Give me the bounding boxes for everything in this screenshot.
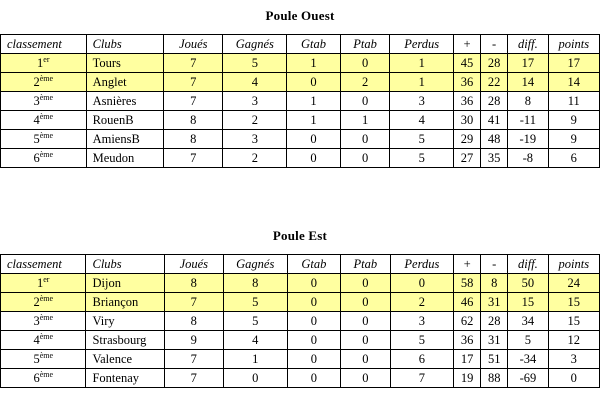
cell-gagnes: 4 — [223, 331, 287, 350]
poule-ouest-title: Poule Ouest — [265, 8, 335, 23]
table-row — [1, 92, 600, 111]
cell-gtab: 0 — [287, 350, 340, 369]
cell-ptab: 0 — [340, 149, 390, 168]
cell-ptab: 0 — [341, 312, 391, 331]
cell-joues: 7 — [164, 350, 223, 369]
poule-ouest-body — [1, 54, 600, 168]
column-header-clubs: Clubs — [86, 35, 164, 54]
cell-ptab: 0 — [341, 293, 391, 312]
cell-club: Viry — [86, 312, 164, 331]
cell-minus: 48 — [481, 130, 508, 149]
cell-diff: -11 — [508, 111, 548, 130]
cell-points: 9 — [548, 130, 599, 149]
table-header — [1, 255, 600, 274]
column-header-ptab: Ptab — [340, 35, 390, 54]
cell-ptab: 0 — [341, 369, 391, 388]
poule-est-table — [0, 254, 600, 388]
cell-club: RouenB — [86, 111, 164, 130]
cell-points: 15 — [548, 312, 599, 331]
cell-plus: 36 — [454, 331, 481, 350]
cell-diff: -19 — [508, 130, 548, 149]
cell-plus: 45 — [453, 54, 480, 73]
cell-club: Dijon — [86, 274, 164, 293]
cell-points: 9 — [548, 111, 599, 130]
cell-gtab: 1 — [287, 54, 340, 73]
cell-perdus: 1 — [390, 54, 453, 73]
column-header-perdus: Perdus — [390, 35, 453, 54]
cell-points: 15 — [548, 293, 599, 312]
poule-est-section — [0, 228, 600, 388]
column-header-diff: diff. — [508, 35, 548, 54]
cell-diff: 8 — [508, 92, 548, 111]
cell-minus: 35 — [481, 149, 508, 168]
cell-diff: -8 — [508, 149, 548, 168]
cell-classement: 6ème — [1, 149, 87, 168]
column-header-classement: classement — [1, 255, 86, 274]
cell-joues: 8 — [164, 274, 223, 293]
cell-ptab: 0 — [341, 274, 391, 293]
cell-club: Anglet — [86, 73, 164, 92]
table-row — [1, 73, 600, 92]
poule-est-title: Poule Est — [272, 228, 328, 243]
cell-minus: 22 — [481, 73, 508, 92]
table-row — [1, 130, 600, 149]
cell-joues: 7 — [164, 293, 223, 312]
cell-plus: 29 — [453, 130, 480, 149]
cell-gtab: 1 — [287, 111, 340, 130]
cell-minus: 51 — [481, 350, 508, 369]
cell-classement: 6ème — [1, 369, 86, 388]
cell-club: Tours — [86, 54, 164, 73]
cell-gagnes: 1 — [223, 350, 287, 369]
cell-ptab: 1 — [340, 111, 390, 130]
cell-joues: 7 — [164, 92, 223, 111]
cell-ptab: 0 — [340, 130, 390, 149]
cell-classement: 4ème — [1, 111, 87, 130]
column-header-perdus: Perdus — [390, 255, 453, 274]
cell-plus: 27 — [453, 149, 480, 168]
column-header-diff: diff. — [508, 255, 548, 274]
cell-gtab: 0 — [287, 73, 340, 92]
cell-minus: 28 — [481, 54, 508, 73]
column-header-joues: Joués — [164, 255, 223, 274]
cell-gtab: 0 — [287, 331, 340, 350]
table-row — [1, 312, 600, 331]
cell-points: 0 — [548, 369, 599, 388]
cell-minus: 28 — [481, 312, 508, 331]
cell-plus: 17 — [454, 350, 481, 369]
cell-gtab: 1 — [287, 92, 340, 111]
cell-perdus: 3 — [390, 92, 453, 111]
cell-club: Valence — [86, 350, 164, 369]
cell-plus: 46 — [454, 293, 481, 312]
column-header-points: points — [548, 255, 599, 274]
cell-gagnes: 2 — [223, 149, 287, 168]
cell-perdus: 1 — [390, 73, 453, 92]
cell-gagnes: 5 — [223, 293, 287, 312]
cell-plus: 58 — [454, 274, 481, 293]
cell-classement: 3ème — [1, 312, 86, 331]
cell-perdus: 7 — [390, 369, 453, 388]
cell-gagnes: 3 — [223, 130, 287, 149]
column-header-gtab: Gtab — [287, 35, 340, 54]
column-header-gagnes: Gagnés — [223, 35, 287, 54]
cell-classement: 5ème — [1, 130, 87, 149]
cell-classement: 2ème — [1, 73, 87, 92]
cell-gtab: 0 — [287, 369, 340, 388]
cell-gagnes: 5 — [223, 54, 287, 73]
cell-classement: 4ème — [1, 331, 86, 350]
cell-gagnes: 4 — [223, 73, 287, 92]
cell-club: Briançon — [86, 293, 164, 312]
cell-points: 3 — [548, 350, 599, 369]
cell-diff: 50 — [508, 274, 548, 293]
cell-ptab: 0 — [341, 350, 391, 369]
cell-points: 6 — [548, 149, 599, 168]
cell-club: Meudon — [86, 149, 164, 168]
cell-classement: 5ème — [1, 350, 86, 369]
cell-joues: 9 — [164, 331, 223, 350]
table-row — [1, 369, 600, 388]
header-row — [1, 255, 600, 274]
cell-gagnes: 3 — [223, 92, 287, 111]
cell-points: 12 — [548, 331, 599, 350]
cell-plus: 19 — [454, 369, 481, 388]
column-header-gtab: Gtab — [287, 255, 340, 274]
cell-ptab: 0 — [340, 92, 390, 111]
table-row — [1, 274, 600, 293]
cell-ptab: 0 — [341, 331, 391, 350]
table-row — [1, 149, 600, 168]
table-row — [1, 350, 600, 369]
cell-ptab: 2 — [340, 73, 390, 92]
cell-perdus: 4 — [390, 111, 453, 130]
cell-classement: 1er — [1, 274, 86, 293]
column-header-plus: + — [453, 35, 480, 54]
cell-minus: 28 — [481, 92, 508, 111]
cell-classement: 2ème — [1, 293, 86, 312]
column-header-points: points — [548, 35, 599, 54]
cell-joues: 7 — [164, 149, 223, 168]
cell-club: AmiensB — [86, 130, 164, 149]
cell-joues: 8 — [164, 111, 223, 130]
table-row — [1, 54, 600, 73]
column-header-minus: - — [481, 255, 508, 274]
cell-gtab: 0 — [287, 130, 340, 149]
cell-plus: 30 — [453, 111, 480, 130]
poule-est-body — [1, 274, 600, 388]
cell-diff: 34 — [508, 312, 548, 331]
cell-club: Fontenay — [86, 369, 164, 388]
cell-gtab: 0 — [287, 312, 340, 331]
cell-perdus: 0 — [390, 274, 453, 293]
cell-minus: 41 — [481, 111, 508, 130]
column-header-minus: - — [481, 35, 508, 54]
cell-points: 14 — [548, 73, 599, 92]
cell-joues: 7 — [164, 73, 223, 92]
cell-points: 24 — [548, 274, 599, 293]
cell-minus: 31 — [481, 331, 508, 350]
cell-perdus: 6 — [390, 350, 453, 369]
table-header — [1, 35, 600, 54]
cell-minus: 31 — [481, 293, 508, 312]
table-row — [1, 293, 600, 312]
cell-minus: 8 — [481, 274, 508, 293]
cell-joues: 8 — [164, 130, 223, 149]
column-header-plus: + — [454, 255, 481, 274]
cell-gtab: 0 — [287, 149, 340, 168]
column-header-gagnes: Gagnés — [223, 255, 287, 274]
cell-diff: 15 — [508, 293, 548, 312]
cell-perdus: 3 — [390, 312, 453, 331]
cell-diff: -34 — [508, 350, 548, 369]
header-row — [1, 35, 600, 54]
cell-gtab: 0 — [287, 274, 340, 293]
cell-gagnes: 5 — [223, 312, 287, 331]
cell-club: Asnières — [86, 92, 164, 111]
cell-diff: 14 — [508, 73, 548, 92]
cell-points: 11 — [548, 92, 599, 111]
cell-gagnes: 8 — [223, 274, 287, 293]
column-header-classement: classement — [1, 35, 87, 54]
cell-diff: 17 — [508, 54, 548, 73]
cell-minus: 88 — [481, 369, 508, 388]
cell-joues: 7 — [164, 369, 223, 388]
cell-joues: 8 — [164, 312, 223, 331]
cell-diff: 5 — [508, 331, 548, 350]
column-header-clubs: Clubs — [86, 255, 164, 274]
table-row — [1, 111, 600, 130]
cell-plus: 36 — [453, 73, 480, 92]
column-header-ptab: Ptab — [341, 255, 391, 274]
cell-plus: 62 — [454, 312, 481, 331]
poule-ouest-section — [0, 8, 600, 168]
cell-ptab: 0 — [340, 54, 390, 73]
cell-club: Strasbourg — [86, 331, 164, 350]
table-row — [1, 331, 600, 350]
cell-perdus: 2 — [390, 293, 453, 312]
poule-ouest-table — [0, 34, 600, 168]
cell-perdus: 5 — [390, 130, 453, 149]
cell-joues: 7 — [164, 54, 223, 73]
cell-plus: 36 — [453, 92, 480, 111]
cell-gagnes: 2 — [223, 111, 287, 130]
cell-perdus: 5 — [390, 331, 453, 350]
cell-gtab: 0 — [287, 293, 340, 312]
cell-diff: -69 — [508, 369, 548, 388]
cell-perdus: 5 — [390, 149, 453, 168]
cell-classement: 3ème — [1, 92, 87, 111]
column-header-joues: Joués — [164, 35, 223, 54]
cell-gagnes: 0 — [223, 369, 287, 388]
cell-classement: 1er — [1, 54, 87, 73]
cell-points: 17 — [548, 54, 599, 73]
